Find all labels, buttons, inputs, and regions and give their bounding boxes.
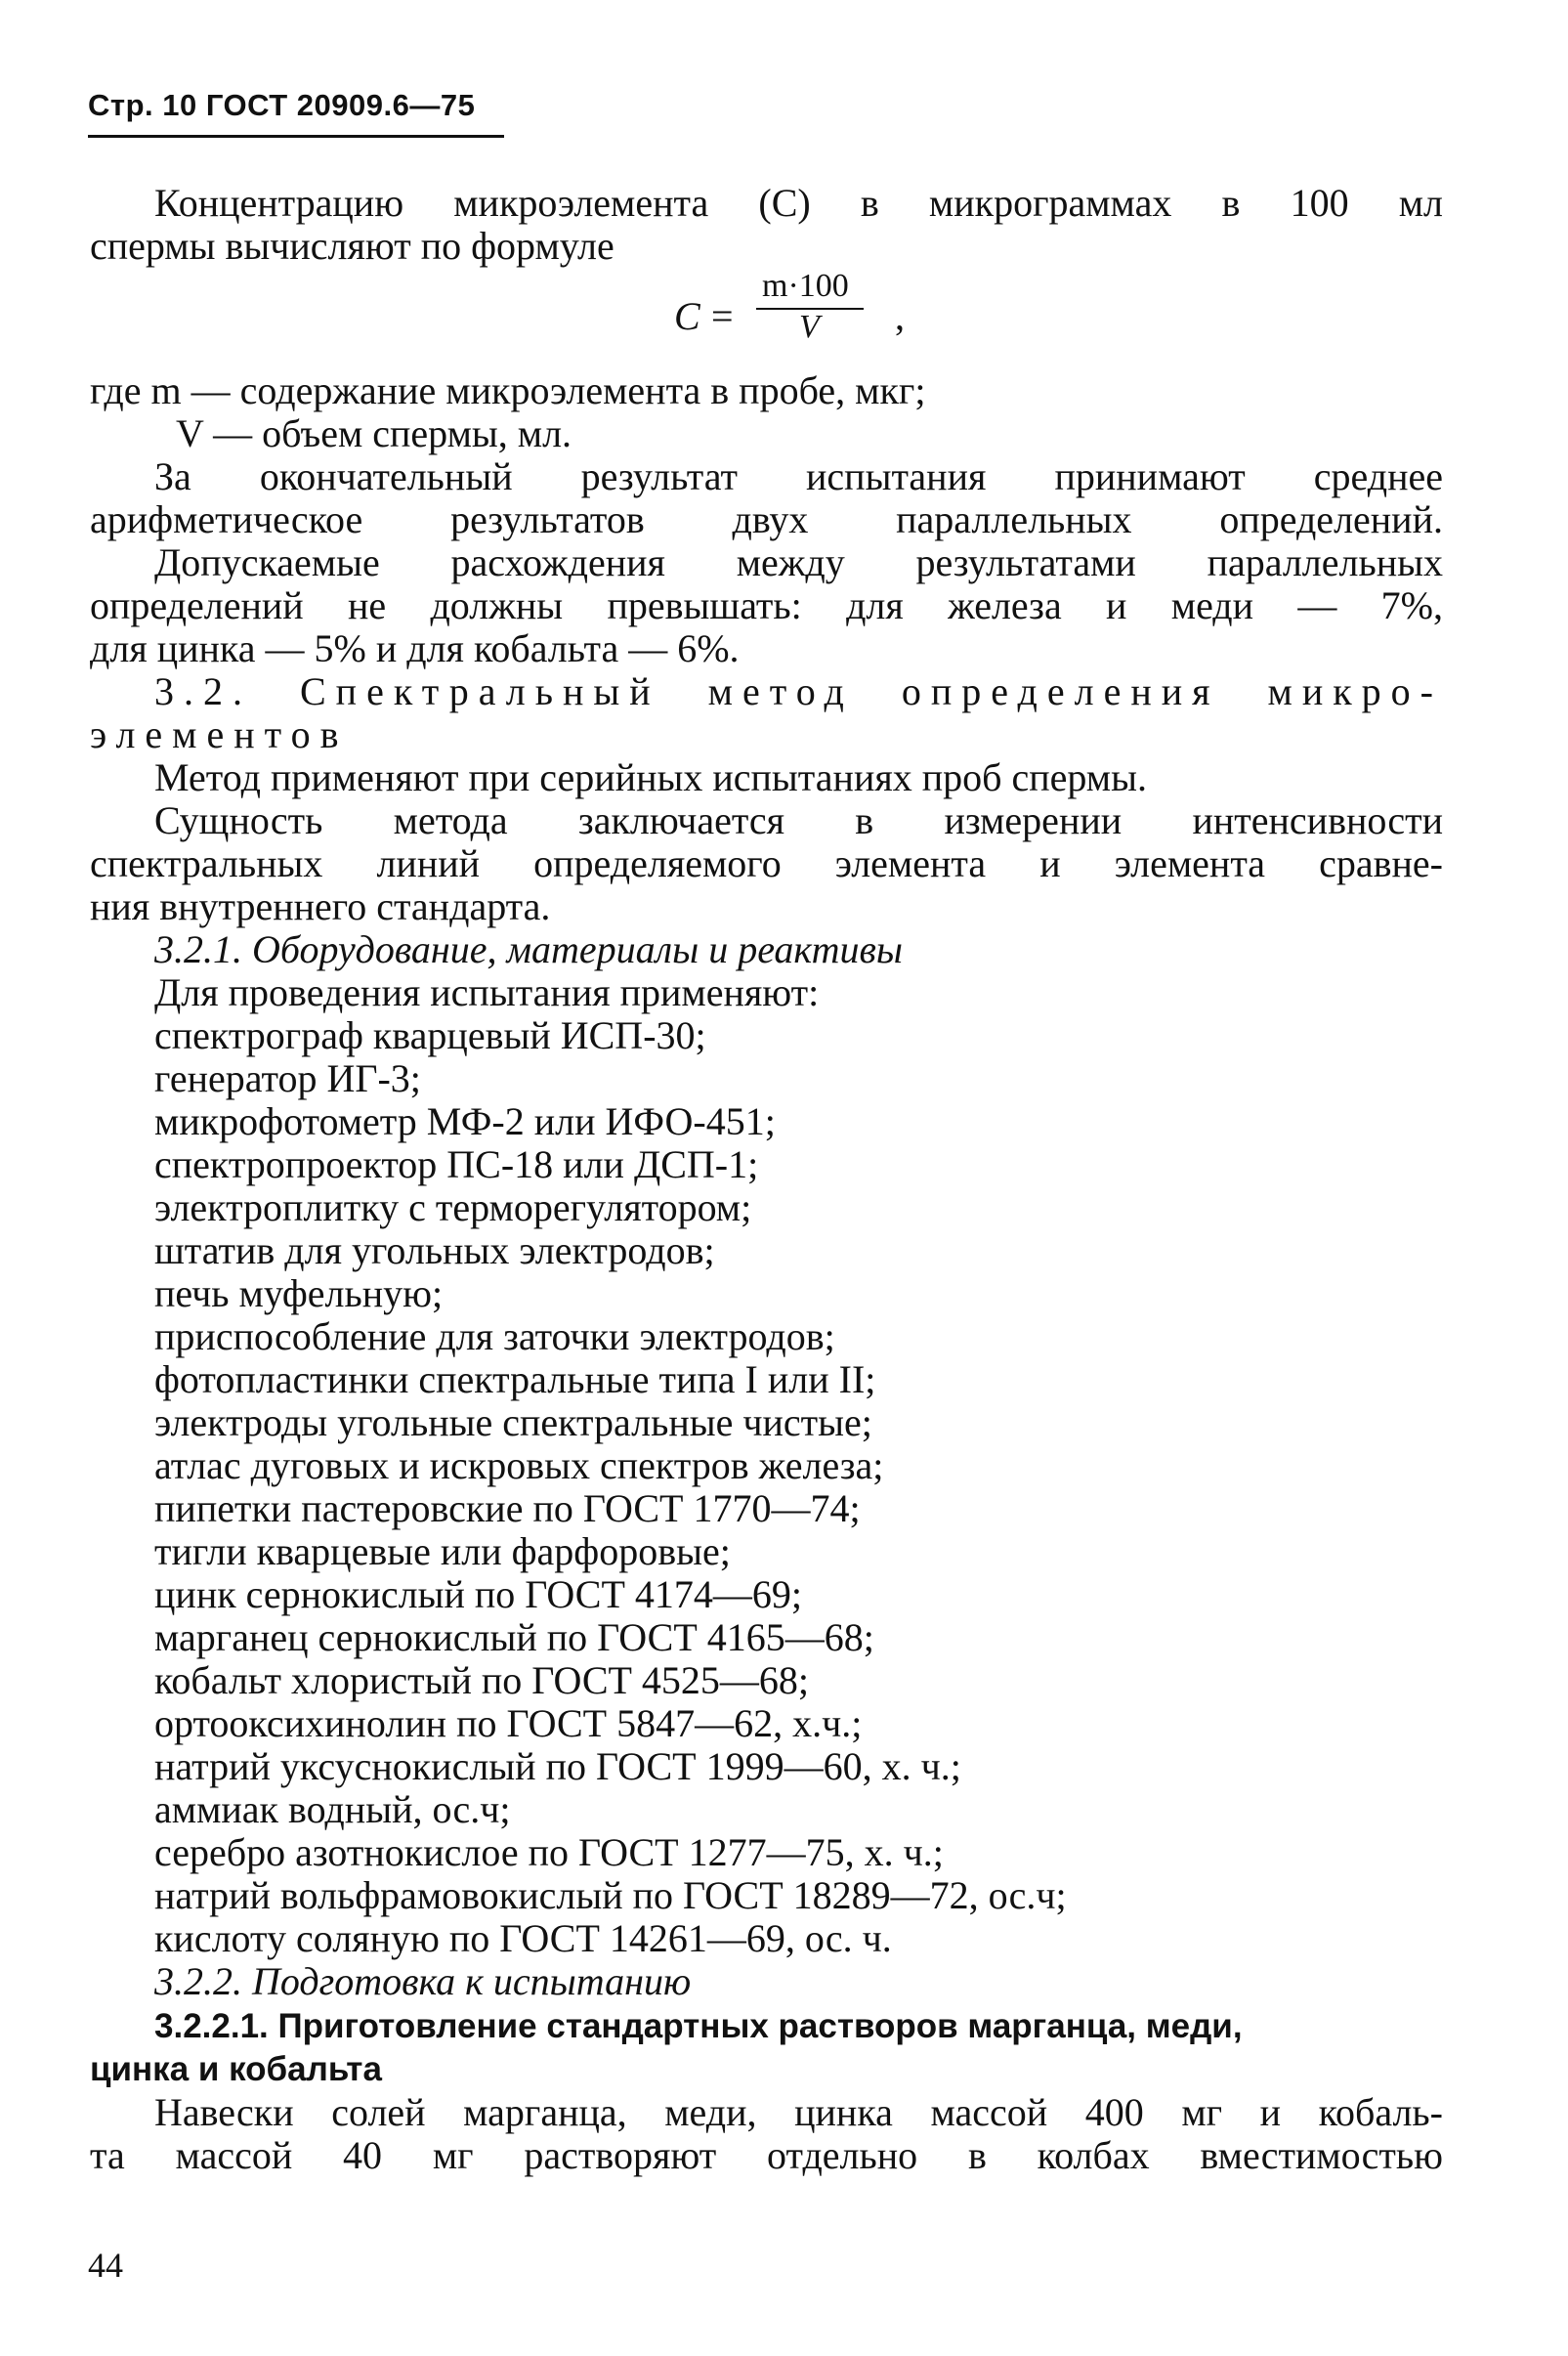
- text-line: Сущность метода заключается в измерении интенсивности: [154, 798, 1443, 842]
- header-rule: [88, 135, 504, 138]
- list-item: пипетки пастеровские по ГОСТ 1770—74;: [154, 1486, 861, 1530]
- text-line: где m — содержание микроэлемента в пробе, мкг;: [90, 368, 926, 412]
- formula-numerator: m·100: [762, 268, 849, 304]
- list-item: натрий вольфрамовокислый по ГОСТ 18289—72, ос.ч;: [154, 1873, 1067, 1917]
- formula-equals: =: [711, 294, 734, 338]
- text-line: Навески солей марганца, меди, цинка массой 400 мг и кобаль-: [154, 2090, 1443, 2134]
- list-item: фотопластинки спектральные типа I или II;: [154, 1357, 876, 1401]
- text-line: V — объем спермы, мл.: [176, 411, 572, 455]
- subsection-heading: цинка и кобальта: [90, 2050, 382, 2088]
- text-line: та массой 40 мг растворяют отдельно в колбах вместимостью: [90, 2133, 1443, 2177]
- running-header: [88, 88, 475, 123]
- text-line: Метод применяют при серийных испытаниях проб спермы.: [154, 755, 1147, 799]
- text-line: спектральных линий определяемого элемента и элемента сравне-: [90, 841, 1443, 885]
- list-item: тигли кварцевые или фарфоровые;: [154, 1529, 731, 1573]
- text-line: Концентрацию микроэлемента (C) в микрограммах в 100 мл: [154, 181, 1443, 225]
- list-item: спектропроектор ПС-18 или ДСП-1;: [154, 1142, 759, 1186]
- text-line: Для проведения испытания применяют:: [154, 970, 820, 1014]
- text-line: ния внутреннего стандарта.: [90, 884, 551, 928]
- list-item: спектрограф кварцевый ИСП-30;: [154, 1013, 706, 1057]
- text-line: для цинка — 5% и для кобальта — 6%.: [90, 626, 740, 670]
- text-line: спермы вычисляют по формуле: [90, 224, 614, 268]
- subsection-heading: 3.2.1. Оборудование, материалы и реактивы: [154, 927, 903, 971]
- list-item: аммиак водный, ос.ч;: [154, 1787, 511, 1831]
- list-item: кислоту соляную по ГОСТ 14261—69, ос. ч.: [154, 1916, 892, 1960]
- list-item: микрофотометр МФ-2 или ИФО-451;: [154, 1099, 776, 1143]
- header-text: Стр. 10 ГОСТ 20909.6—75: [88, 88, 476, 122]
- section-heading: 3.2. Спектральный метод определения микро-: [154, 669, 1443, 713]
- subsection-heading: 3.2.2.1. Приготовление стандартных растворов марганца, меди,: [154, 2007, 1243, 2045]
- list-item: натрий уксуснокислый по ГОСТ 1999—60, х. ч.;: [154, 1744, 961, 1788]
- list-item: кобальт хлористый по ГОСТ 4525—68;: [154, 1658, 810, 1702]
- formula-lhs: C: [674, 294, 700, 338]
- list-item: марганец сернокислый по ГОСТ 4165—68;: [154, 1615, 874, 1659]
- section-heading: элементов: [90, 712, 349, 756]
- text-line: определений не должны превышать: для железа и меди — 7%,: [90, 583, 1443, 627]
- subsection-heading: 3.2.2. Подготовка к испытанию: [154, 1959, 692, 2003]
- list-item: электроплитку с терморегулятором;: [154, 1185, 752, 1229]
- list-item: серебро азотнокислое по ГОСТ 1277—75, х. ч.;: [154, 1830, 944, 1874]
- list-item: атлас дуговых и искровых спектров железа;: [154, 1443, 884, 1487]
- list-item: ортооксихинолин по ГОСТ 5847—62, х.ч.;: [154, 1701, 863, 1745]
- list-item: цинк сернокислый по ГОСТ 4174—69;: [154, 1572, 803, 1616]
- formula-denominator: V: [799, 309, 820, 345]
- list-item: печь муфельную;: [154, 1271, 444, 1315]
- list-item: приспособление для заточки электродов;: [154, 1314, 835, 1358]
- text-line: арифметическое результатов двух параллельных определений.: [90, 497, 1443, 541]
- list-item: электроды угольные спектральные чистые;: [154, 1400, 872, 1444]
- list-item: генератор ИГ-3;: [154, 1056, 421, 1100]
- formula-comma: ,: [895, 294, 905, 338]
- page-number: 44: [88, 2246, 123, 2285]
- text-line: Допускаемые расхождения между результатами параллельных: [154, 540, 1443, 584]
- list-item: штатив для угольных электродов;: [154, 1228, 715, 1272]
- text-line: За окончательный результат испытания принимают среднее: [154, 454, 1443, 498]
